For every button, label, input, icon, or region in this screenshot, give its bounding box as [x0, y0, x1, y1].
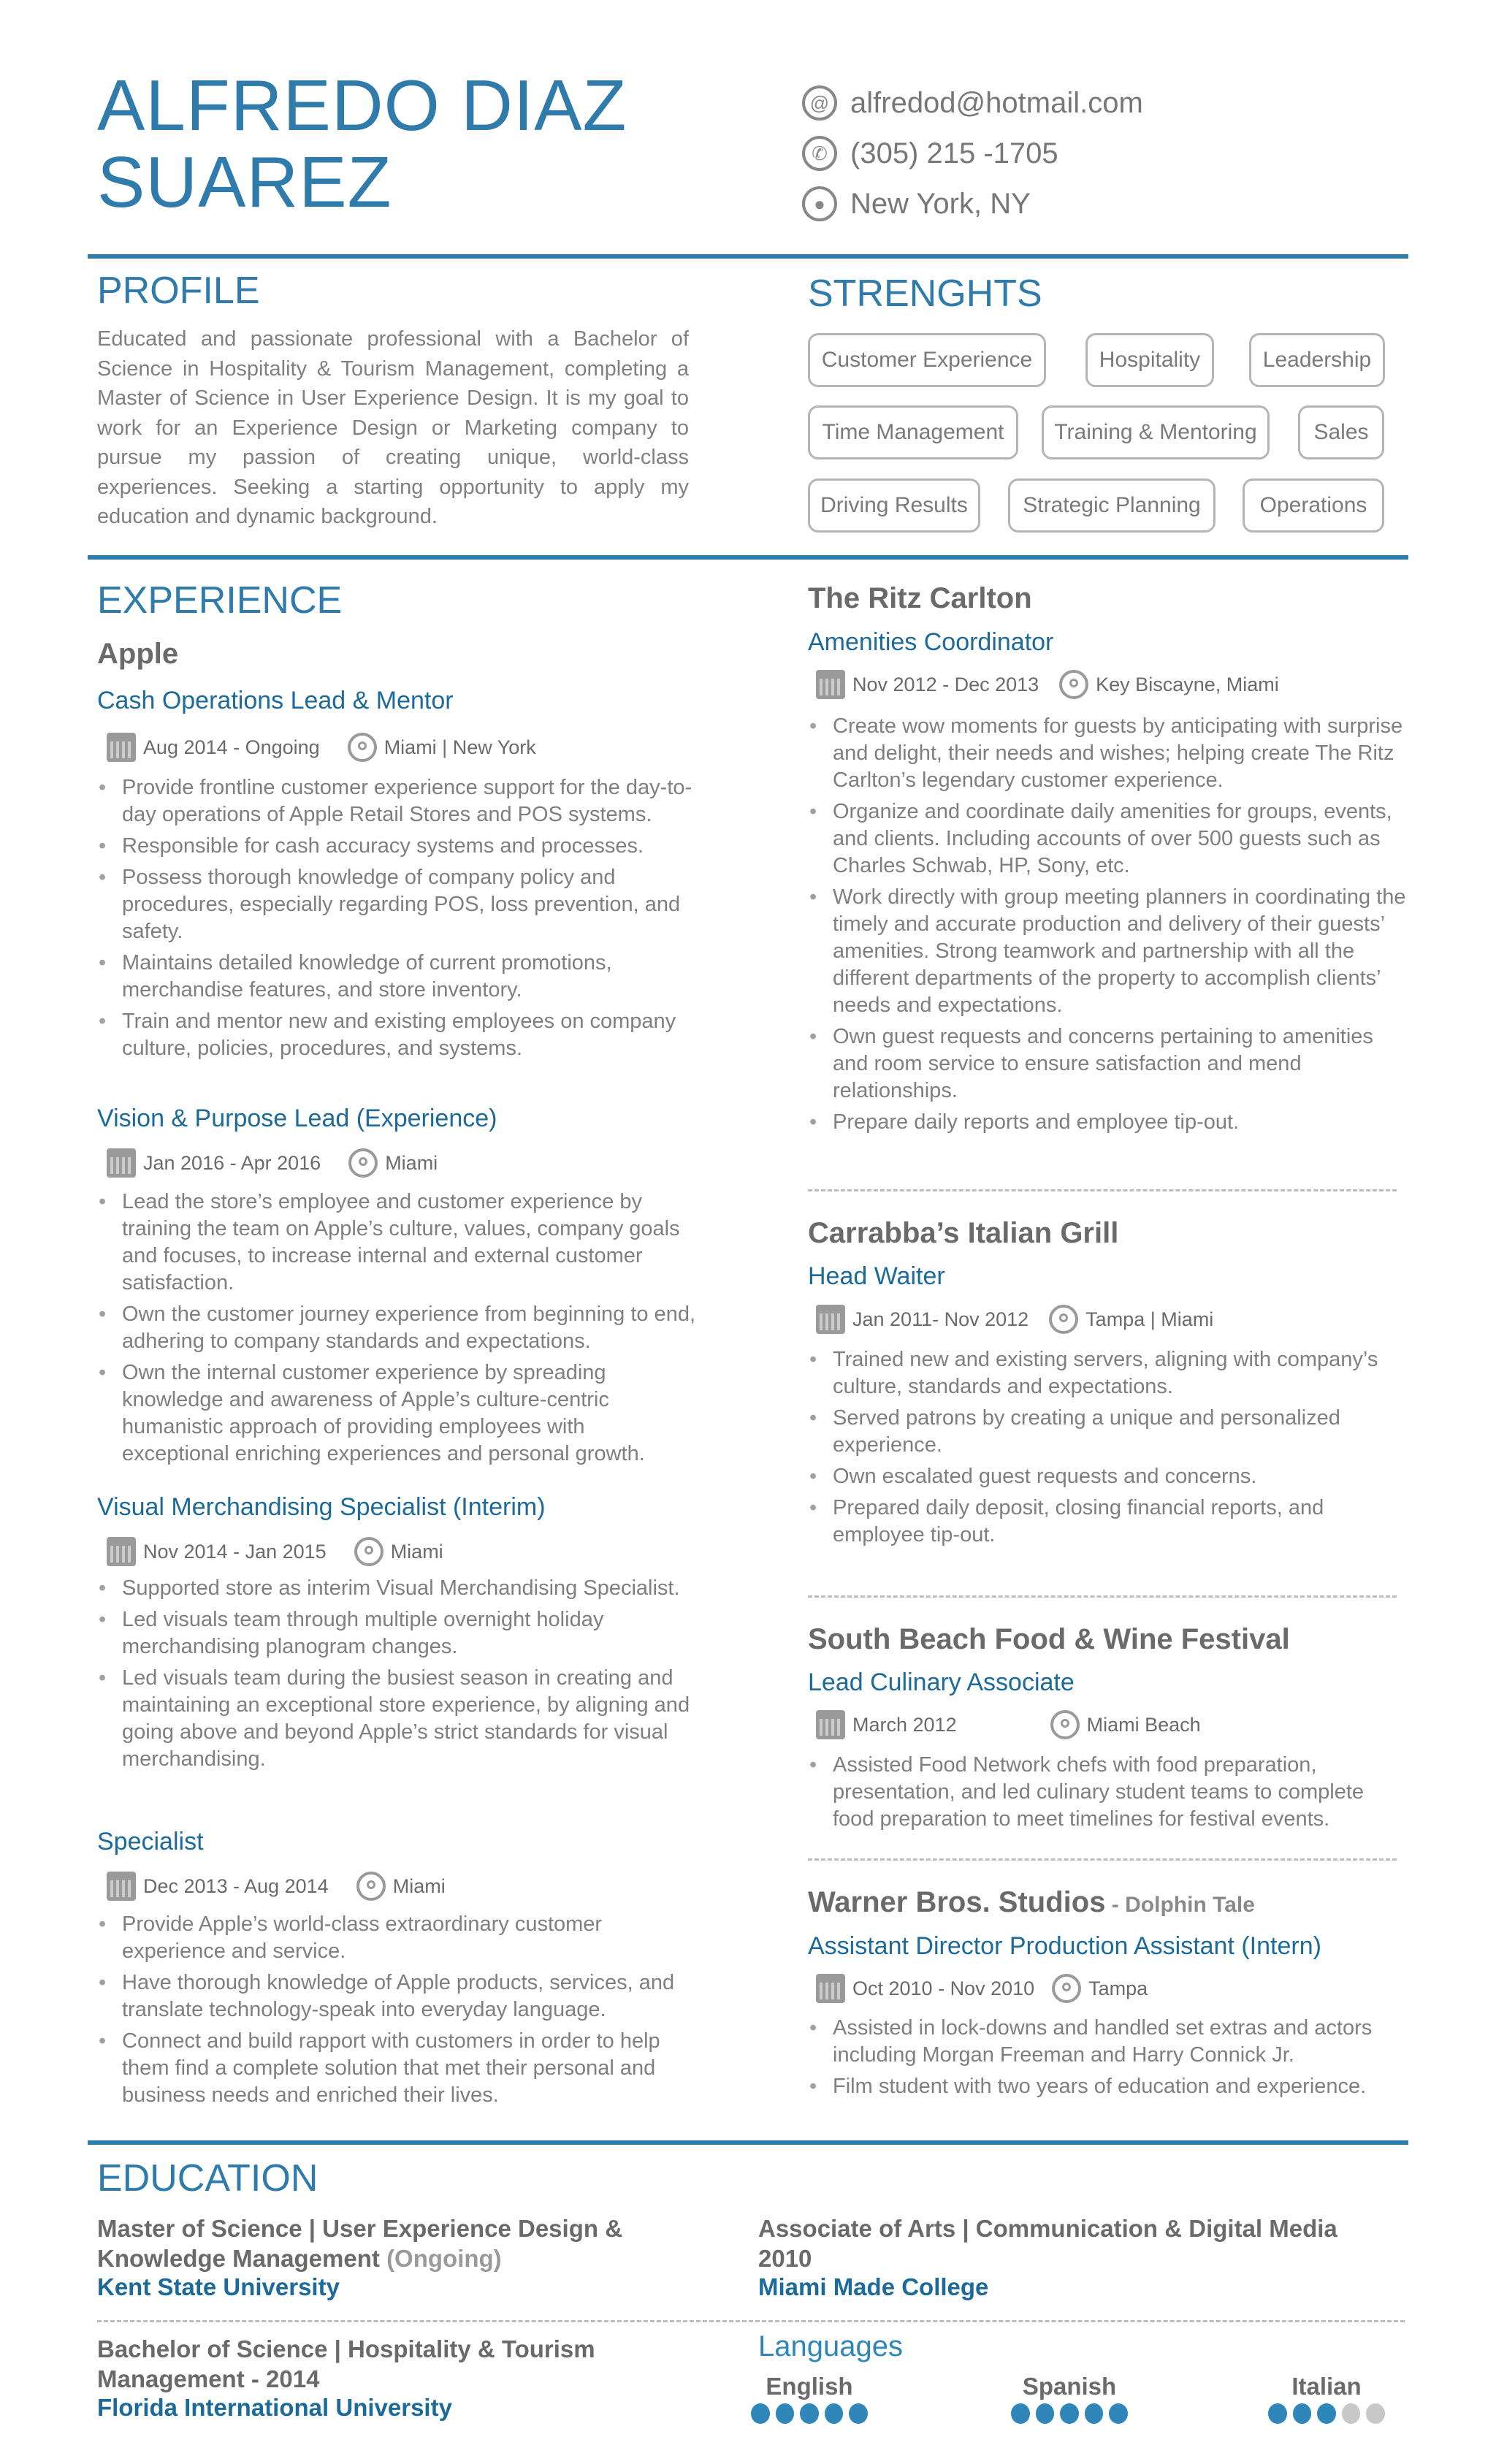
divider-strengths [88, 555, 1408, 560]
proficiency-dot-filled [1060, 2403, 1079, 2424]
proficiency-dot-filled [1293, 2403, 1312, 2424]
degree-line-2 [97, 2243, 755, 2273]
dashed-separator [808, 1189, 1397, 1191]
strength-tag: Time Management [808, 405, 1018, 459]
degree-line-2: 2010 [758, 2245, 812, 2272]
role-dates: Jan 2011- Nov 2012 [852, 1308, 1029, 1330]
bullet-item: • Assisted in lock-downs and handled set extras and actors including Morgan Freeman and Harry Connick Jr. [808, 2015, 1407, 2069]
dashed-separator [97, 2320, 1405, 2322]
contact-email [802, 83, 1143, 123]
bullet-item: • Served patrons by creating a unique and personalized experience. [808, 1405, 1407, 1459]
language-english [751, 2373, 868, 2424]
company-name-text: Warner Bros. Studios [808, 1886, 1106, 1918]
candidate-name [97, 67, 627, 221]
bullet-item: • Provide Apple’s world-class extraordinary customer experience and service. [97, 1911, 696, 1965]
strength-tag: Hospitality [1085, 333, 1214, 387]
role-title: Amenities Coordinator [808, 628, 1054, 656]
role-location: Miami | New York [383, 736, 536, 758]
bullet-item: • Led visuals team during the busiest season in creating and maintaining an exceptional store experience, by aligning and going above and beyond Apple’s strict standards for visual merchandising. [97, 1665, 696, 1773]
bullet-item: • Have thorough knowledge of Apple products, services, and translate technology-speak into everyday language. [97, 1969, 696, 2024]
role-location: Miami [390, 1540, 443, 1563]
company-name: The Ritz Carlton [808, 582, 1032, 614]
education-entry [758, 2213, 1401, 2301]
role-title: Specialist [97, 1828, 204, 1855]
phone-text: (305) 215 -1705 [850, 137, 1058, 169]
location-pin-icon: ● [802, 186, 837, 221]
proficiency-dot-filled [1268, 2403, 1287, 2424]
strength-tag: Training & Mentoring [1042, 405, 1270, 459]
bullet-item: • Organize and coordinate daily amenities for groups, events, and clients. Including accounts of over 500 guests such as Charles Schwab, HP, Sony, etc. [808, 798, 1407, 880]
name-line-2: SUAREZ [97, 142, 392, 222]
bullet-item: • Maintains detailed knowledge of current promotions, merchandise features, and store inventory. [97, 950, 696, 1004]
divider-header [88, 254, 1408, 259]
role-meta [107, 1534, 443, 1569]
role-bullets [808, 1346, 1407, 1553]
company-name: Carrabba’s Italian Grill [808, 1217, 1119, 1249]
role-title: Head Waiter [808, 1262, 945, 1290]
language-name: Italian [1291, 2373, 1362, 2400]
bullet-item: • Supported store as interim Visual Merchandising Specialist. [97, 1575, 696, 1602]
location-pin-icon [1052, 1974, 1081, 2003]
dashed-separator [808, 1595, 1397, 1598]
proficiency-dot-filled [1317, 2403, 1336, 2424]
bullet-item: • Responsible for cash accuracy systems and processes. [97, 833, 696, 860]
language-name: Spanish [1022, 2373, 1117, 2400]
role-title: Assistant Director Production Assistant (Intern) [808, 1932, 1321, 1960]
calendar-icon [816, 670, 845, 699]
company-name [808, 1886, 1255, 1919]
role-location: Miami [385, 1151, 438, 1174]
bullet-item: • Lead the store’s employee and customer experience by training the team on Apple’s culture, values, company goals and focuses, to increase internal and external customer satisfaction. [97, 1189, 696, 1297]
calendar-icon [816, 1974, 845, 2003]
degree-line-2: Management - 2014 [97, 2365, 320, 2392]
language-level [1268, 2403, 1385, 2424]
languages-heading: Languages [758, 2330, 903, 2362]
proficiency-dot-filled [751, 2403, 770, 2424]
role-location: Miami Beach [1086, 1713, 1201, 1736]
role-title: Lead Culinary Associate [808, 1668, 1075, 1696]
strengths-heading: STRENGHTS [808, 272, 1042, 315]
calendar-icon [107, 1872, 136, 1901]
phone-icon: ✆ [802, 136, 837, 171]
calendar-icon [816, 1305, 845, 1334]
calendar-icon [107, 1148, 136, 1178]
role-dates: Oct 2010 - Nov 2010 [852, 1977, 1035, 1999]
role-dates: Dec 2013 - Aug 2014 [143, 1874, 329, 1897]
role-dates: Aug 2014 - Ongoing [143, 736, 320, 758]
proficiency-dot-filled [776, 2403, 795, 2424]
role-bullets [808, 713, 1407, 1140]
location-pin-icon [356, 1872, 386, 1901]
degree-line-1: Bachelor of Science | Hospitality & Tourism [97, 2335, 595, 2362]
degree-line-1: Associate of Arts | Communication & Digital Media [758, 2215, 1337, 2242]
bullet-item: • Assisted Food Network chefs with food preparation, presentation, and led culinary student teams to complete food preparation to meet timelines for festival events. [808, 1752, 1407, 1833]
role-meta [816, 1971, 1148, 2006]
degree-line-2-text: Knowledge Management [97, 2245, 380, 2272]
school-name: Florida International University [97, 2394, 452, 2421]
bullet-item: • Own guest requests and concerns pertaining to amenities and room service to ensure satisfaction and mend relationships. [808, 1023, 1407, 1105]
bullet-item: • Train and mentor new and existing employees on company culture, policies, procedures, and systems. [97, 1008, 696, 1062]
email-text[interactable]: alfredod@hotmail.com [850, 86, 1143, 119]
calendar-icon [107, 733, 136, 762]
calendar-icon [107, 1537, 136, 1566]
role-location: Tampa | Miami [1085, 1308, 1214, 1330]
role-dates: Nov 2012 - Dec 2013 [852, 673, 1039, 695]
role-bullets [97, 1575, 696, 1777]
bullet-item: • Own the customer journey experience from beginning to end, adhering to company standards and expectations. [97, 1301, 696, 1355]
role-bullets [97, 774, 696, 1067]
education-heading: EDUCATION [97, 2157, 318, 2200]
strength-tag: Driving Results [808, 478, 980, 533]
role-dates: March 2012 [852, 1713, 957, 1736]
location-pin-icon [354, 1537, 383, 1566]
proficiency-dot-filled [849, 2403, 868, 2424]
company-project: - Dolphin Tale [1105, 1893, 1255, 1917]
proficiency-dot-empty [1366, 2403, 1385, 2424]
bullet-item: • Prepare daily reports and employee tip-out. [808, 1109, 1407, 1136]
strength-tag: Sales [1298, 405, 1384, 459]
role-location: Key Biscayne, Miami [1096, 673, 1279, 695]
bullet-item: • Provide frontline customer experience support for the day-to-day operations of Apple Retail Stores and POS systems. [97, 774, 696, 828]
role-meta [816, 1302, 1213, 1337]
contact-phone [802, 133, 1058, 174]
location-pin-icon [348, 733, 377, 762]
language-level [751, 2403, 868, 2424]
at-icon: @ [802, 85, 837, 121]
bullet-item: • Connect and build rapport with customers in order to help them find a complete solution that met their personal and business needs and enriched their lives. [97, 2028, 696, 2109]
location-pin-icon [1050, 1710, 1080, 1739]
strength-tag: Customer Experience [808, 333, 1046, 387]
role-bullets [97, 1911, 696, 2113]
degree-status: (Ongoing) [386, 2245, 502, 2272]
proficiency-dot-filled [1036, 2403, 1055, 2424]
proficiency-dot-empty [1342, 2403, 1361, 2424]
language-name: English [766, 2373, 853, 2400]
role-location: Tampa [1088, 1977, 1148, 1999]
role-title: Cash Operations Lead & Mentor [97, 687, 454, 714]
bullet-item: • Led visuals team through multiple overnight holiday merchandising planogram changes. [97, 1606, 696, 1660]
bullet-item: • Film student with two years of education and experience. [808, 2073, 1407, 2100]
bullet-item: • Work directly with group meeting planners in coordinating the timely and accurate production and delivery of their guests’ amenities. Strong teamwork and partnership with all the different departments of the property to accomplish clients’ needs and expectations. [808, 884, 1407, 1019]
role-meta [107, 730, 536, 765]
language-spanish [1011, 2373, 1128, 2424]
proficiency-dot-filled [1085, 2403, 1104, 2424]
education-entry [97, 2213, 755, 2301]
profile-heading: PROFILE [97, 270, 260, 312]
role-meta [816, 1707, 1201, 1742]
calendar-icon [816, 1710, 845, 1739]
experience-heading: EXPERIENCE [97, 579, 343, 622]
bullet-item: • Trained new and existing servers, aligning with company’s culture, standards and expectations. [808, 1346, 1407, 1400]
role-bullets [808, 2015, 1407, 2105]
proficiency-dot-filled [1011, 2403, 1030, 2424]
contact-location [802, 183, 1031, 224]
language-italian [1268, 2373, 1385, 2424]
role-meta [107, 1869, 446, 1904]
role-bullets [808, 1752, 1407, 1837]
role-title: Visual Merchandising Specialist (Interim) [97, 1493, 546, 1521]
strength-tag: Leadership [1249, 333, 1385, 387]
role-location: Miami [392, 1874, 446, 1897]
location-pin-icon [1059, 670, 1088, 699]
role-title: Vision & Purpose Lead (Experience) [97, 1105, 497, 1132]
strength-tag: Operations [1243, 478, 1384, 533]
location-text: New York, NY [850, 187, 1031, 220]
role-bullets [97, 1189, 696, 1472]
bullet-item: • Possess thorough knowledge of company policy and procedures, especially regarding POS, loss prevention, and safety. [97, 864, 696, 945]
company-name: South Beach Food & Wine Festival [808, 1623, 1290, 1655]
proficiency-dot-filled [800, 2403, 819, 2424]
divider-experience [88, 2140, 1408, 2145]
language-level [1011, 2403, 1128, 2424]
profile-text: Educated and passionate professional with a Bachelor of Science in Hospitality & Tourism Management, completing a Master of Science in User Experience Design. It is my goal to work for an Experience Design or Marketing company to pursue my passion of creating unique, world-class experiences. Seeking a starting opportunity to apply my education and dynamic background. [97, 327, 689, 528]
proficiency-dot-filled [1109, 2403, 1128, 2424]
dashed-separator [808, 1858, 1397, 1861]
school-name: Kent State University [97, 2273, 340, 2300]
education-entry [97, 2334, 755, 2422]
bullet-item: • Prepared daily deposit, closing financial reports, and employee tip-out. [808, 1495, 1407, 1549]
name-line-1: ALFREDO DIAZ [97, 65, 627, 145]
proficiency-dot-filled [825, 2403, 844, 2424]
location-pin-icon [348, 1148, 378, 1178]
role-dates: Nov 2014 - Jan 2015 [143, 1540, 327, 1563]
bullet-item: • Create wow moments for guests by anticipating with surprise and delight, their needs and wishes; helping create The Ritz Carlton’s legendary customer experience. [808, 713, 1407, 794]
location-pin-icon [1049, 1305, 1078, 1334]
degree-line-1: Master of Science | User Experience Design & [97, 2215, 623, 2242]
bullet-item: • Own escalated guest requests and concerns. [808, 1463, 1407, 1490]
strength-tag: Strategic Planning [1008, 478, 1216, 533]
school-name: Miami Made College [758, 2273, 989, 2300]
role-meta [816, 667, 1279, 702]
bullet-item: • Own the internal customer experience by spreading knowledge and awareness of Apple’s culture-centric humanistic approach of providing employees with exceptional enriching experiences and personal growth. [97, 1359, 696, 1468]
role-dates: Jan 2016 - Apr 2016 [143, 1151, 321, 1174]
company-apple: Apple [97, 638, 179, 670]
role-meta [107, 1145, 438, 1180]
